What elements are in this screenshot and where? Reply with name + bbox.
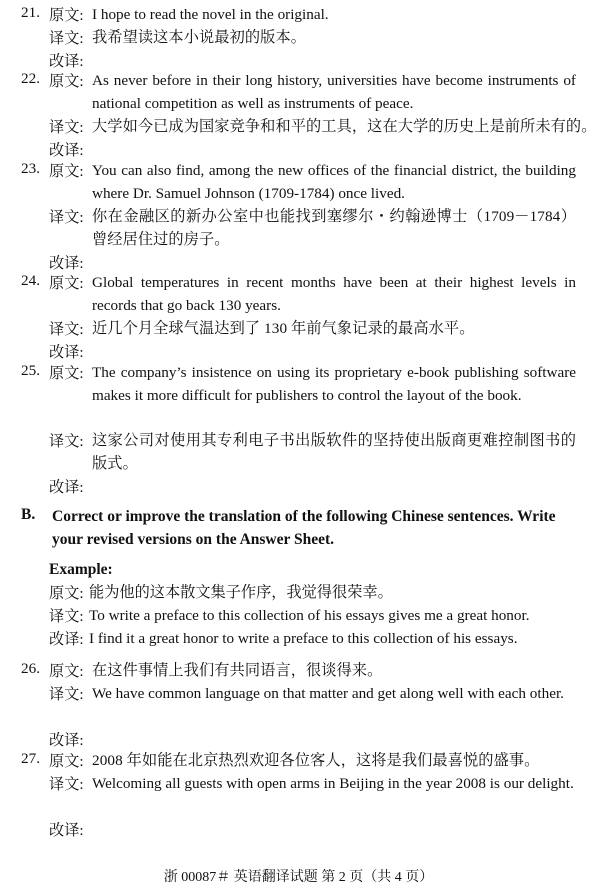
revision-label: 改译: <box>49 142 84 159</box>
original-text: As never before in their long history, universities have become instruments of national competition as well as instruments of peace. <box>92 72 576 112</box>
translation-text: We have common language on that matter and get along well with each other. <box>92 685 564 702</box>
revision-label: 改译: <box>49 53 84 70</box>
original-text: 在这件事情上我们有共同语言，很谈得来。 <box>92 662 383 679</box>
example-original: 能为他的这本散文集子作序，我觉得很荣幸。 <box>89 584 393 601</box>
revision-label: 改译: <box>49 822 84 839</box>
example-title: Example: <box>49 561 113 578</box>
translation-label: 译文: <box>49 119 84 136</box>
translation-text: 你在金融区的新办公室中也能找到塞缪尔・约翰逊博士（1709－1784）曾经居住过的房子。 <box>92 208 576 248</box>
section-letter: B. <box>21 506 36 523</box>
original-text: You can also find, among the new offices of the financial district, the building where Dr. Samuel Johnson (1709-1784) once lived. <box>92 162 576 202</box>
original-label: 原文: <box>49 585 84 602</box>
original-label: 原文: <box>49 753 84 770</box>
question-number: 24. <box>21 272 40 289</box>
question-number: 21. <box>21 4 40 21</box>
original-text: Global temperatures in recent months have been at their highest levels in records that go back 130 years. <box>92 274 576 314</box>
translation-text: 这家公司对使用其专利电子书出版软件的坚持使出版商更难控制图书的版式。 <box>92 432 576 472</box>
original-label: 原文: <box>49 73 84 90</box>
original-label: 原文: <box>49 663 84 680</box>
translation-text: 我希望读这本小说最初的版本。 <box>92 29 307 46</box>
revision-label: 改译: <box>49 255 84 272</box>
section-title: Correct or improve the translation of the following Chinese sentences. Write your revised versions on the Answer Sheet. <box>52 508 556 548</box>
original-text: The company’s insistence on using its proprietary e-book publishing software makes it more difficult for publishers to control the layout of the book. <box>92 364 576 404</box>
question-number: 23. <box>21 160 40 177</box>
example-translation: To write a preface to this collection of his essays gives me a great honor. <box>89 607 530 624</box>
translation-label: 译文: <box>49 209 84 226</box>
translation-label: 译文: <box>49 30 84 47</box>
revision-label: 改译: <box>49 631 84 648</box>
revision-label: 改译: <box>49 344 84 361</box>
translation-label: 译文: <box>49 776 84 793</box>
original-label: 原文: <box>49 7 84 24</box>
question-number: 22. <box>21 70 40 87</box>
question-number: 27. <box>21 750 40 767</box>
original-label: 原文: <box>49 365 84 382</box>
translation-text: Welcoming all guests with open arms in Beijing in the year 2008 is our delight. <box>92 775 574 792</box>
translation-label: 译文: <box>49 608 84 625</box>
original-label: 原文: <box>49 163 84 180</box>
revision-label: 改译: <box>49 479 84 496</box>
original-label: 原文: <box>49 275 84 292</box>
question-number: 25. <box>21 362 40 379</box>
translation-text: 大学如今已成为国家竞争和和平的工具，这在大学的历史上是前所未有的。 <box>92 118 597 135</box>
translation-label: 译文: <box>49 686 84 703</box>
original-text: 2008 年如能在北京热烈欢迎各位客人，这将是我们最喜悦的盛事。 <box>92 752 540 769</box>
revision-label: 改译: <box>49 732 84 749</box>
translation-label: 译文: <box>49 321 84 338</box>
translation-label: 译文: <box>49 433 84 450</box>
translation-text: 近几个月全球气温达到了 130 年前气象记录的最高水平。 <box>92 320 475 337</box>
example-revision: I find it a great honor to write a preface to this collection of his essays. <box>89 630 518 647</box>
original-text: I hope to read the novel in the original. <box>92 6 329 23</box>
question-number: 26. <box>21 660 40 677</box>
page-footer: 浙 00087＃ 英语翻译试题 第 2 页（共 4 页） <box>163 870 434 885</box>
